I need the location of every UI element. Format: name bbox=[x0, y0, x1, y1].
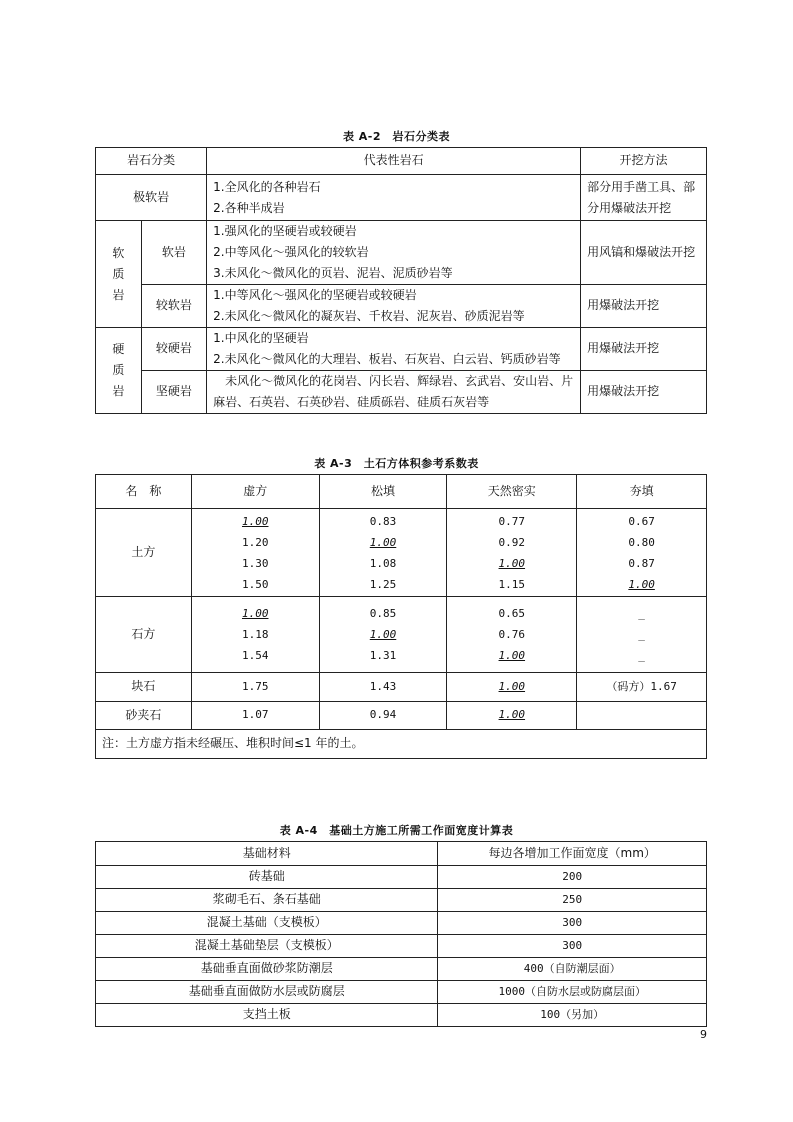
page-number: 9 bbox=[700, 1028, 707, 1041]
value: 1.00 bbox=[241, 514, 269, 528]
value: 0.80 bbox=[628, 535, 655, 549]
representative-rock-cell bbox=[207, 221, 581, 285]
width-cell: 100（另加） bbox=[438, 1004, 707, 1027]
group-char: 岩 bbox=[112, 287, 125, 302]
value: 1.00 bbox=[498, 649, 526, 662]
table-a4-caption: 表 A-4 基础土方施工所需工作面宽度计算表 bbox=[279, 824, 514, 837]
method-cell: 用爆破法开挖 bbox=[581, 328, 707, 371]
value: 1.20 bbox=[241, 535, 269, 549]
representative-rock-cell bbox=[207, 328, 581, 371]
rock-class-cell: 极软岩 bbox=[96, 175, 207, 221]
value: 1.18 bbox=[241, 628, 269, 641]
table-row bbox=[96, 702, 707, 730]
value-cell bbox=[577, 509, 707, 597]
representative-rock-cell bbox=[207, 371, 581, 414]
group-char: 软 bbox=[112, 245, 125, 260]
table-note-row bbox=[96, 730, 707, 759]
value-cell bbox=[447, 597, 577, 673]
value: 0.85 bbox=[369, 607, 397, 620]
table-row bbox=[96, 175, 707, 221]
rep-line: 1.全风化的各种岩石 bbox=[213, 179, 321, 194]
table-row bbox=[96, 328, 707, 371]
value: 1.30 bbox=[241, 556, 269, 570]
rep-line: 2.未风化～微风化的大理岩、板岩、石灰岩、白云岩、钙质砂岩等 bbox=[213, 352, 561, 366]
value-cell: （码方）1.67 bbox=[577, 673, 707, 702]
table-header-row bbox=[96, 148, 707, 175]
value-cell bbox=[319, 597, 447, 673]
header-loose: 虚方 bbox=[191, 475, 319, 509]
group-char: 质 bbox=[112, 266, 125, 281]
value-cell: 0.94 bbox=[319, 702, 447, 730]
volume-coefficient-table bbox=[95, 474, 707, 759]
value: 1.00 bbox=[369, 535, 397, 549]
table-header-row bbox=[96, 842, 707, 866]
rep-line: 2.未风化～微风化的凝灰岩、千枚岩、泥灰岩、砂质泥岩等 bbox=[213, 309, 525, 323]
value: 1.00 bbox=[369, 628, 397, 641]
material-cell: 砖基础 bbox=[96, 866, 438, 889]
header-added-width: 每边各增加工作面宽度（mm） bbox=[438, 842, 707, 866]
table-row bbox=[96, 889, 707, 912]
value-cell: 1.07 bbox=[191, 702, 319, 730]
table-a3-caption: 表 A-3 土石方体积参考系数表 bbox=[314, 457, 479, 470]
header-name: 名 称 bbox=[96, 475, 192, 509]
value-cell: 1.75 bbox=[191, 673, 319, 702]
value: _ bbox=[638, 628, 645, 641]
value: 1.08 bbox=[369, 556, 397, 570]
value-cell bbox=[447, 509, 577, 597]
method-cell bbox=[581, 175, 707, 221]
material-cell: 支挡土板 bbox=[96, 1004, 438, 1027]
value: _ bbox=[638, 649, 645, 662]
width-cell: 200 bbox=[438, 866, 707, 889]
group-char: 岩 bbox=[112, 384, 125, 398]
value-cell bbox=[319, 509, 447, 597]
value: 0.92 bbox=[498, 535, 526, 549]
representative-rock-cell bbox=[207, 175, 581, 221]
material-cell: 混凝土基础（支模板） bbox=[96, 912, 438, 935]
method-line: 分用爆破法开挖 bbox=[587, 200, 672, 215]
value: 0.67 bbox=[628, 514, 655, 528]
method-cell: 用爆破法开挖 bbox=[581, 285, 707, 328]
rock-class-cell: 较硬岩 bbox=[141, 328, 206, 371]
width-cell: 1000（自防水层或防腐层面） bbox=[438, 981, 707, 1004]
table-row bbox=[96, 221, 707, 285]
value: 0.83 bbox=[369, 514, 397, 528]
value: 1.25 bbox=[369, 577, 397, 591]
group-char: 硬 bbox=[112, 342, 125, 356]
material-cell: 混凝土基础垫层（支模板） bbox=[96, 935, 438, 958]
width-cell: 300 bbox=[438, 912, 707, 935]
material-cell: 基础垂直面做防水层或防腐层 bbox=[96, 981, 438, 1004]
soft-rock-group-label bbox=[96, 221, 142, 328]
material-name-cell: 块石 bbox=[96, 673, 192, 702]
value: 0.65 bbox=[498, 607, 526, 620]
header-compacted: 夯填 bbox=[577, 475, 707, 509]
width-cell: 400（自防潮层面） bbox=[438, 958, 707, 981]
width-cell: 250 bbox=[438, 889, 707, 912]
value-cell bbox=[577, 597, 707, 673]
method-line: 部分用手凿工具、部 bbox=[587, 179, 696, 194]
rep-line: 未风化～微风化的花岗岩、闪长岩、辉绿岩、玄武岩、安山岩、片 bbox=[225, 374, 574, 388]
value: 1.54 bbox=[241, 649, 269, 662]
value: 1.31 bbox=[369, 649, 397, 662]
material-cell: 浆砌毛石、条石基础 bbox=[96, 889, 438, 912]
table-note: 注：土方虚方指未经碾压、堆积时间≤1 年的土。 bbox=[96, 730, 707, 759]
value-cell bbox=[191, 597, 319, 673]
table-row bbox=[96, 912, 707, 935]
width-cell: 300 bbox=[438, 935, 707, 958]
table-row bbox=[96, 285, 707, 328]
rep-line: 1.强风化的坚硬岩或较硬岩 bbox=[213, 224, 357, 238]
header-loose-fill: 松填 bbox=[319, 475, 447, 509]
value: 0.76 bbox=[498, 628, 526, 641]
method-cell: 用爆破法开挖 bbox=[581, 371, 707, 414]
value-cell: 1.43 bbox=[319, 673, 447, 702]
header-foundation-material: 基础材料 bbox=[96, 842, 438, 866]
value-cell: 1.00 bbox=[447, 702, 577, 730]
header-representative-rock: 代表性岩石 bbox=[207, 148, 581, 175]
working-face-width-table bbox=[95, 841, 707, 1027]
header-excavation-method: 开挖方法 bbox=[581, 148, 707, 175]
table-row bbox=[96, 981, 707, 1004]
group-char: 质 bbox=[112, 363, 125, 377]
value-cell: 1.00 bbox=[447, 673, 577, 702]
rep-line: 2.各种半成岩 bbox=[213, 200, 285, 215]
header-natural-dense: 天然密实 bbox=[447, 475, 577, 509]
rep-line: 1.中等风化～强风化的坚硬岩或较硬岩 bbox=[213, 288, 417, 302]
hard-rock-group-label bbox=[96, 328, 142, 414]
rep-line: 3.未风化～微风化的页岩、泥岩、泥质砂岩等 bbox=[213, 266, 453, 280]
table-header-row bbox=[96, 475, 707, 509]
table-row bbox=[96, 673, 707, 702]
representative-rock-cell bbox=[207, 285, 581, 328]
rock-class-cell: 软岩 bbox=[141, 221, 206, 285]
value: 0.77 bbox=[498, 514, 526, 528]
table-row bbox=[96, 866, 707, 889]
value: 1.00 bbox=[498, 556, 526, 570]
table-row bbox=[96, 509, 707, 597]
value: 1.50 bbox=[241, 577, 269, 591]
table-row bbox=[96, 935, 707, 958]
material-cell: 基础垂直面做砂浆防潮层 bbox=[96, 958, 438, 981]
rock-class-cell: 坚硬岩 bbox=[141, 371, 206, 414]
header-rock-class: 岩石分类 bbox=[96, 148, 207, 175]
table-a2-caption: 表 A-2 岩石分类表 bbox=[342, 130, 451, 143]
material-name-cell: 土方 bbox=[96, 509, 192, 597]
value: 1.00 bbox=[241, 607, 269, 620]
value: 1.15 bbox=[498, 577, 526, 591]
value: _ bbox=[638, 607, 645, 620]
table-row bbox=[96, 1004, 707, 1027]
table-row bbox=[96, 597, 707, 673]
value-cell bbox=[577, 702, 707, 730]
rep-line: 麻岩、石英岩、石英砂岩、硅质砾岩、硅质石灰岩等 bbox=[213, 395, 490, 409]
material-name-cell: 砂夹石 bbox=[96, 702, 192, 730]
value: 0.87 bbox=[628, 556, 655, 570]
rock-class-cell: 较软岩 bbox=[141, 285, 206, 328]
method-cell: 用风镐和爆破法开挖 bbox=[581, 221, 707, 285]
value-cell bbox=[191, 509, 319, 597]
material-name-cell: 石方 bbox=[96, 597, 192, 673]
rep-line: 1.中风化的坚硬岩 bbox=[213, 331, 309, 345]
table-row bbox=[96, 958, 707, 981]
table-row bbox=[96, 371, 707, 414]
rep-line: 2.中等风化～强风化的较软岩 bbox=[213, 245, 369, 259]
value: 1.00 bbox=[628, 577, 655, 591]
rock-classification-table bbox=[95, 147, 707, 414]
